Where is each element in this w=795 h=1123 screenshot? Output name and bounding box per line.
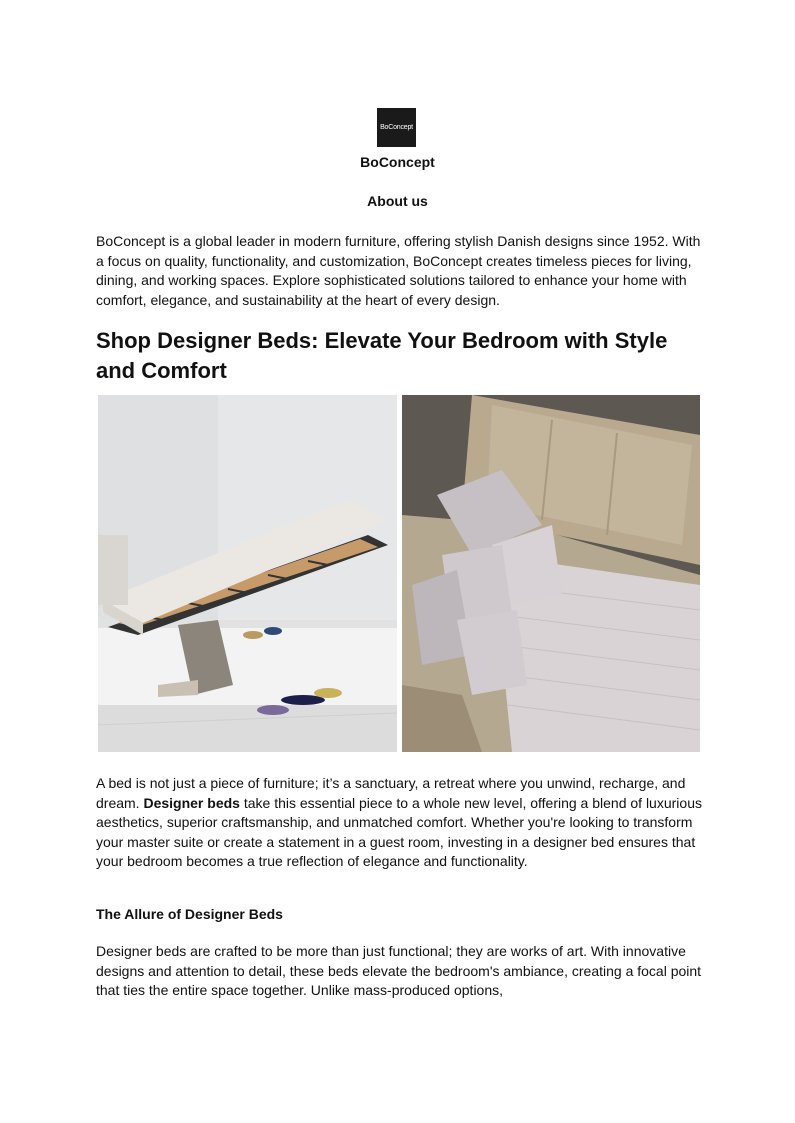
about-paragraph: BoConcept is a global leader in modern furniture, offering stylish Danish designs since 1952. With a focus on quality, functionality, and customization, BoConcept creates timeless pieces for living, dining, and working spaces. Explore sophisticated solutions tailored to enhance your home with comfort, elegance, and sustainability at the heart of every design. [96, 233, 701, 308]
intro-text-end: take this essential piece to a whole new level, offering a blend of luxurious aesthetics, superior craftsmanship, and unmatched comfort. Whether you're looking to transform your master suite or create a statement in a guest room, investing in a designer bed ensures that your bedroom becomes a true reflection of elegance and functionality. [96, 794, 702, 869]
intro-text-start: A bed is not just a piece of furniture; it’s a sanctuary, a retreat where you unwind, recharge, and dream. [96, 775, 686, 811]
brand-logo-text: BoConcept [380, 124, 413, 131]
allure-paragraph: Designer beds are crafted to be more than just functional; they are works of art. With innovative designs and attention to detail, these beds elevate the bedroom's ambiance, creating a focal point that ties the entire space together. Unlike mass-produced options, [96, 943, 702, 998]
brand-logo [377, 108, 416, 147]
bed-overhead-photo [402, 395, 700, 752]
about-heading: About us [367, 193, 428, 209]
allure-subheading: The Allure of Designer Beds [96, 906, 283, 922]
intro-paragraph [96, 774, 702, 872]
brand-name: BoConcept [360, 154, 435, 170]
designer-beds-keyword: Designer beds [143, 794, 240, 811]
article-title: Shop Designer Beds: Elevate Your Bedroom with Style and Comfort [96, 328, 668, 383]
storage-bed-photo [98, 395, 397, 752]
